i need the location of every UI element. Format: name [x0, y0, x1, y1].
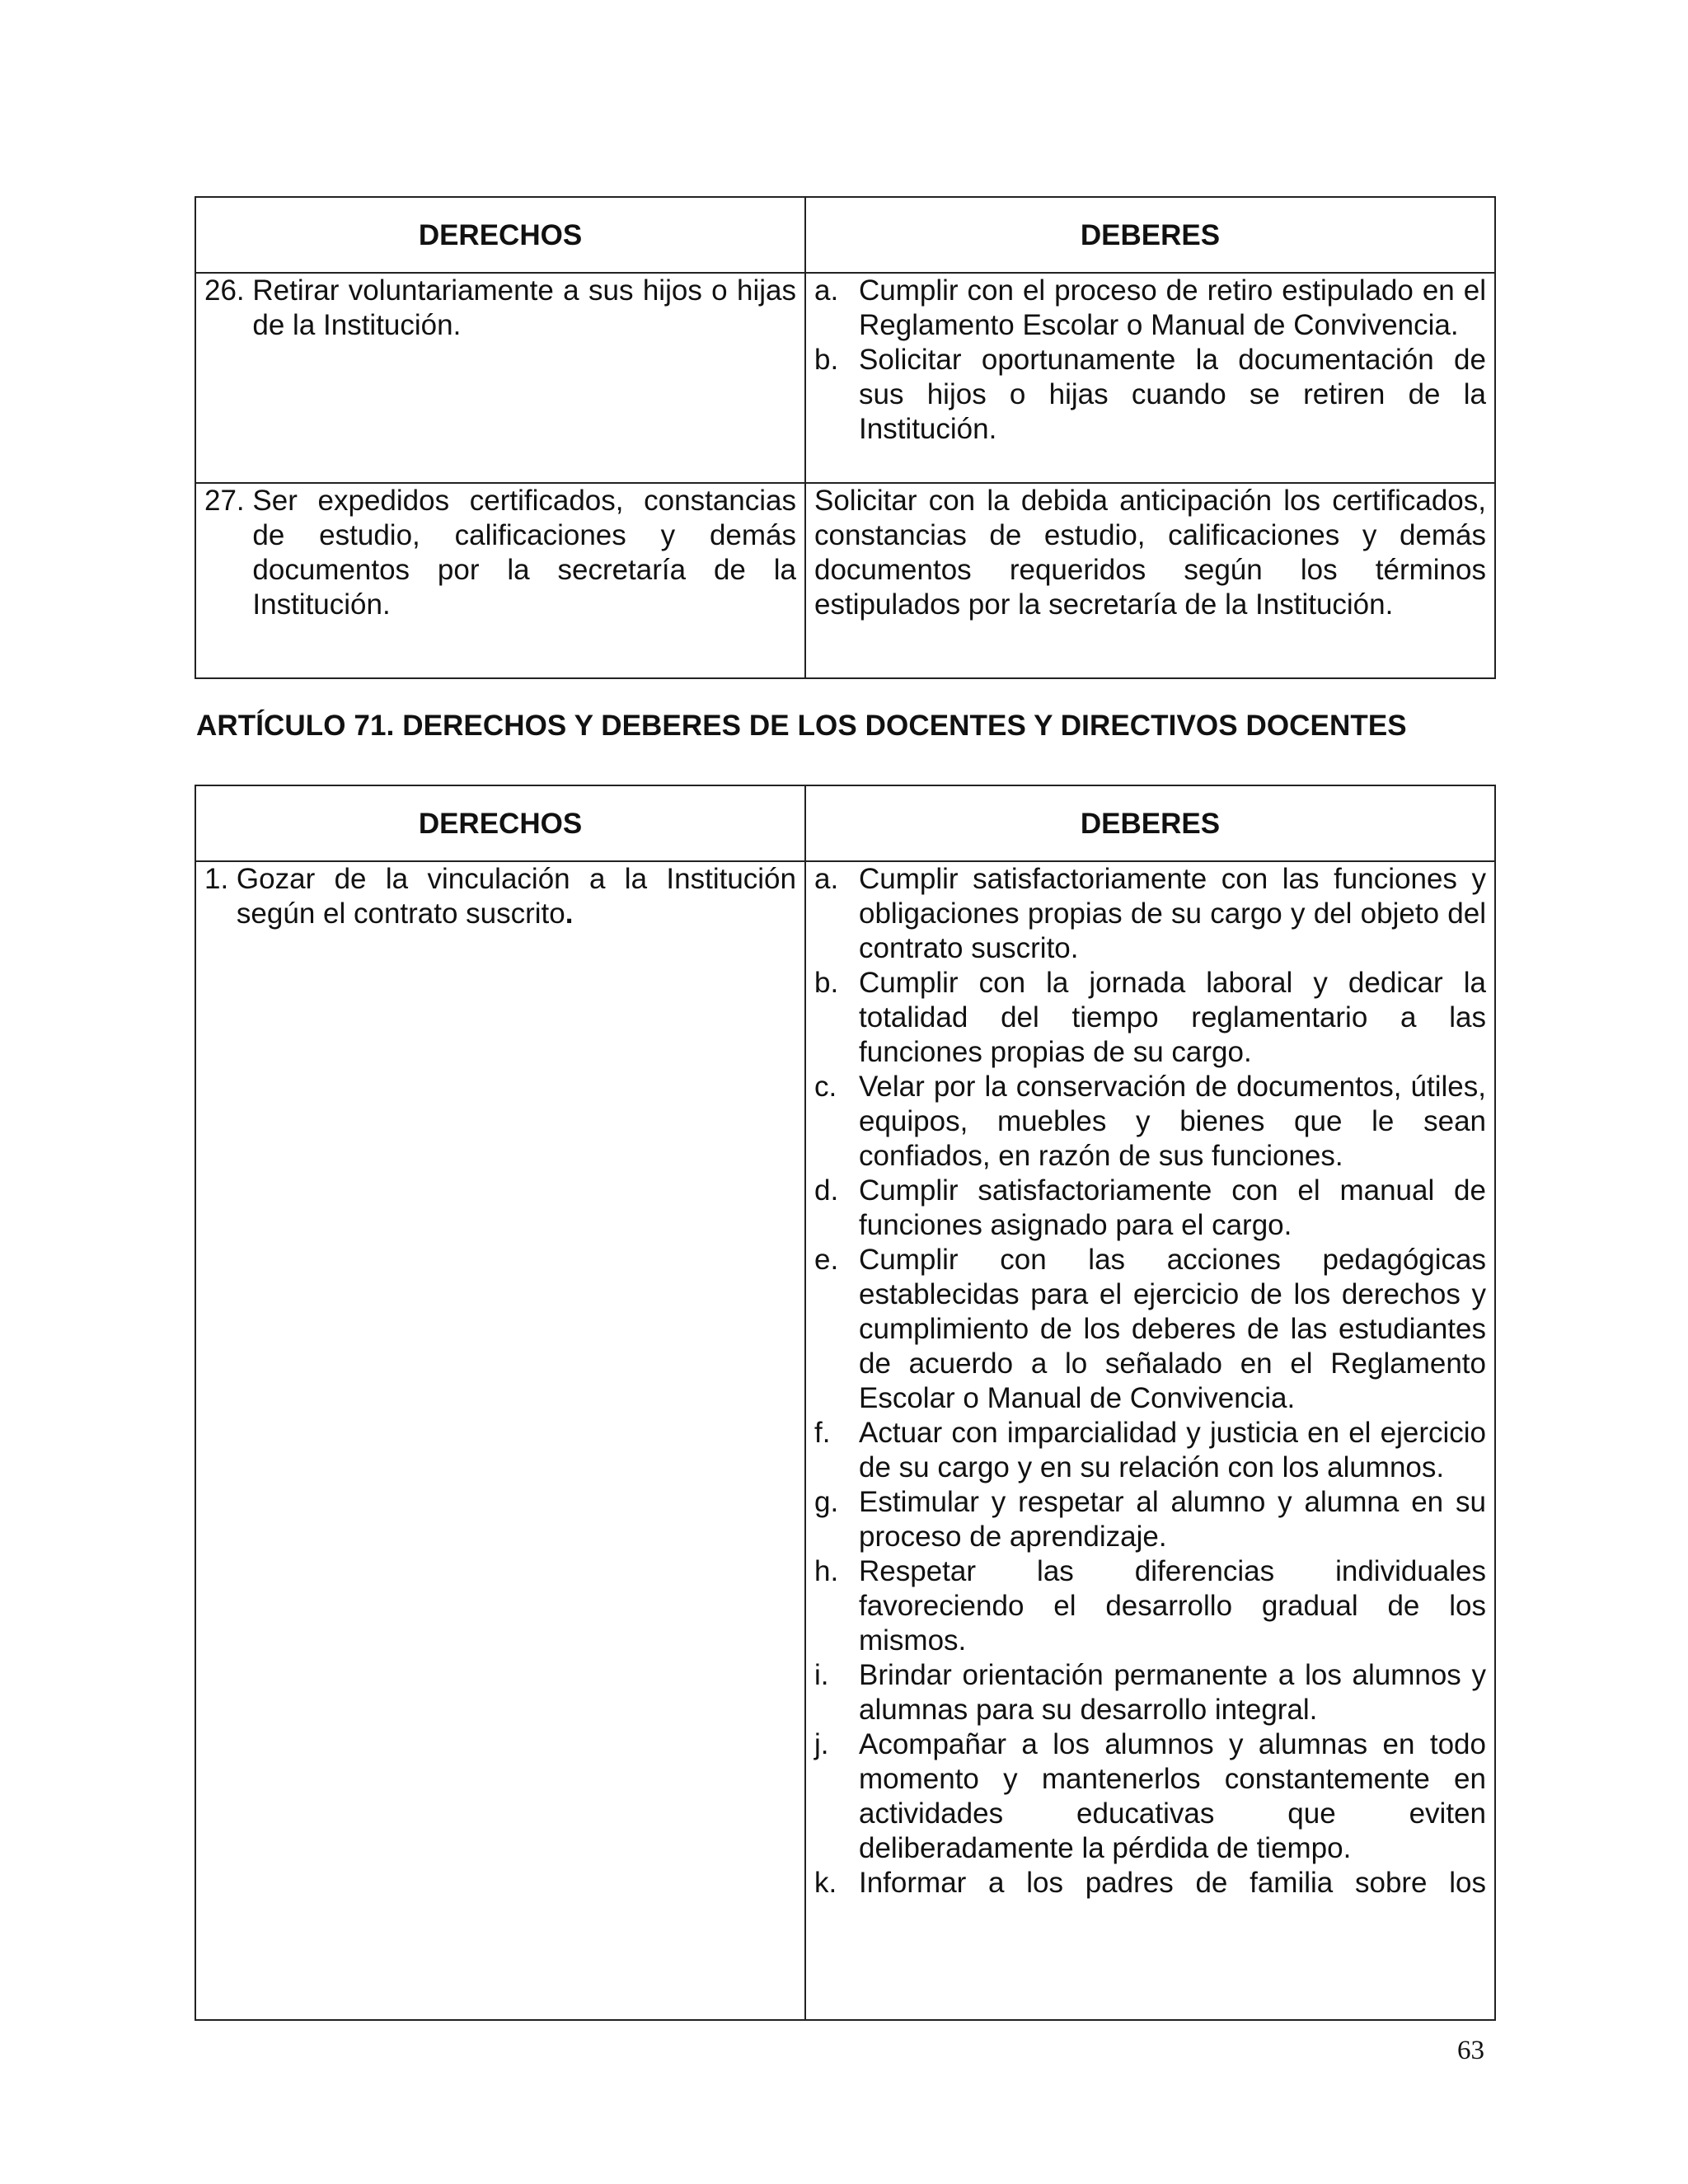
duties-cell	[805, 861, 1495, 2020]
list-item-letter: b.	[814, 344, 839, 376]
rights-column-header: DERECHOS	[195, 785, 805, 861]
list-item-text: Brindar orientación permanente a los alumnos y alumnas para su desarrollo integral.	[859, 1659, 1486, 1726]
list-item-letter: c.	[814, 1071, 837, 1103]
list-item	[814, 274, 1486, 343]
list-item	[814, 1658, 1486, 1727]
list-item	[814, 966, 1486, 1070]
list-item-letter: h.	[814, 1555, 839, 1587]
list-item-text: Cumplir con las acciones pedagógicas establecidas para el ejercicio de los derechos y cumplimiento de los deberes de las estudiantes de acuerdo a lo señalado en el Reglamento Escolar o Manual de Convivencia.	[859, 1244, 1486, 1414]
right-text: Ser expedidos certificados, constancias de estudio, calificaciones y demás documentos por la secretaría de la Institución.	[252, 485, 796, 621]
rights-duties-table-teachers	[195, 785, 1496, 2021]
right-number: 1.	[204, 863, 237, 895]
list-item	[814, 1866, 1486, 1900]
article-heading: ARTÍCULO 71. DERECHOS Y DEBERES DE LOS DOCENTES Y DIRECTIVOS DOCENTES	[196, 710, 1407, 742]
list-item-text: Informar a los padres de familia sobre los	[859, 1867, 1486, 1899]
list-item-text: Cumplir satisfactoriamente con las funciones y obligaciones propias de su cargo y del objeto del contrato suscrito.	[859, 863, 1486, 964]
duty-text: Solicitar con la debida anticipación los certificados, constancias de estudio, calificaciones y demás documentos requeridos según los términos estipulados por la secretaría de la Institución.	[814, 485, 1486, 621]
duties-list	[814, 274, 1486, 447]
list-item-letter: i.	[814, 1659, 829, 1691]
table-row	[195, 483, 1495, 678]
list-item-letter: b.	[814, 967, 839, 999]
right-number: 26.	[204, 274, 253, 307]
list-item-text: Actuar con imparcialidad y justicia en el ejercicio de su cargo y en su relación con los alumnos.	[859, 1417, 1486, 1483]
list-item-letter: j.	[814, 1728, 829, 1760]
right-text-end: .	[565, 898, 574, 930]
right-item	[204, 274, 796, 343]
list-item-letter: k.	[814, 1867, 837, 1899]
duties-cell	[805, 483, 1495, 678]
duties-column-header: DEBERES	[805, 197, 1495, 273]
list-item	[814, 1554, 1486, 1658]
list-item-text: Cumplir con el proceso de retiro estipulado en el Reglamento Escolar o Manual de Convivencia.	[859, 274, 1486, 341]
right-number: 27.	[204, 485, 253, 517]
list-item-letter: d.	[814, 1174, 839, 1207]
right-cell	[195, 483, 805, 678]
list-item-text: Solicitar oportunamente la documentación de sus hijos o hijas cuando se retiren de la Institución.	[859, 344, 1486, 445]
list-item	[814, 862, 1486, 966]
list-item	[814, 1485, 1486, 1554]
table-header-row	[195, 785, 1495, 861]
right-item	[204, 862, 796, 931]
table-row	[195, 273, 1495, 483]
duties-column-header: DEBERES	[805, 785, 1495, 861]
list-item-letter: g.	[814, 1486, 839, 1518]
list-item-letter: a.	[814, 274, 839, 307]
rights-column-header: DERECHOS	[195, 197, 805, 273]
list-item	[814, 1174, 1486, 1243]
table-header-row	[195, 197, 1495, 273]
right-cell	[195, 861, 805, 2020]
list-item	[814, 1416, 1486, 1485]
page-number: 63	[1457, 2036, 1484, 2065]
right-cell	[195, 273, 805, 483]
duties-cell	[805, 273, 1495, 483]
list-item-text: Cumplir satisfactoriamente con el manual de funciones asignado para el cargo.	[859, 1174, 1486, 1241]
list-item-text: Estimular y respetar al alumno y alumna en su proceso de aprendizaje.	[859, 1486, 1486, 1553]
list-item	[814, 1727, 1486, 1866]
list-item-text: Respetar las diferencias individuales favoreciendo el desarrollo gradual de los mismos.	[859, 1555, 1486, 1657]
right-text-wrapper	[237, 862, 796, 931]
right-text: Gozar de la vinculación a la Institución según el contrato suscrito	[236, 863, 796, 930]
list-item-letter: a.	[814, 863, 839, 895]
list-item	[814, 1070, 1486, 1174]
right-item	[204, 484, 796, 622]
rights-duties-table-parents	[195, 196, 1496, 679]
list-item-text: Velar por la conservación de documentos, útiles, equipos, muebles y bienes que le sean confiados, en razón de sus funciones.	[859, 1071, 1486, 1172]
duties-list	[814, 862, 1486, 1900]
list-item	[814, 343, 1486, 447]
list-item	[814, 1243, 1486, 1416]
list-item-text: Acompañar a los alumnos y alumnas en todo momento y mantenerlos constantemente en actividades educativas que eviten deliberadamente la pérdida de tiempo.	[859, 1728, 1486, 1864]
list-item-text: Cumplir con la jornada laboral y dedicar la totalidad del tiempo reglamentario a las funciones propias de su cargo.	[859, 967, 1486, 1068]
list-item-letter: e.	[814, 1244, 839, 1276]
right-text: Retirar voluntariamente a sus hijos o hijas de la Institución.	[252, 274, 796, 341]
list-item-letter: f.	[814, 1417, 831, 1449]
table-row	[195, 861, 1495, 2020]
